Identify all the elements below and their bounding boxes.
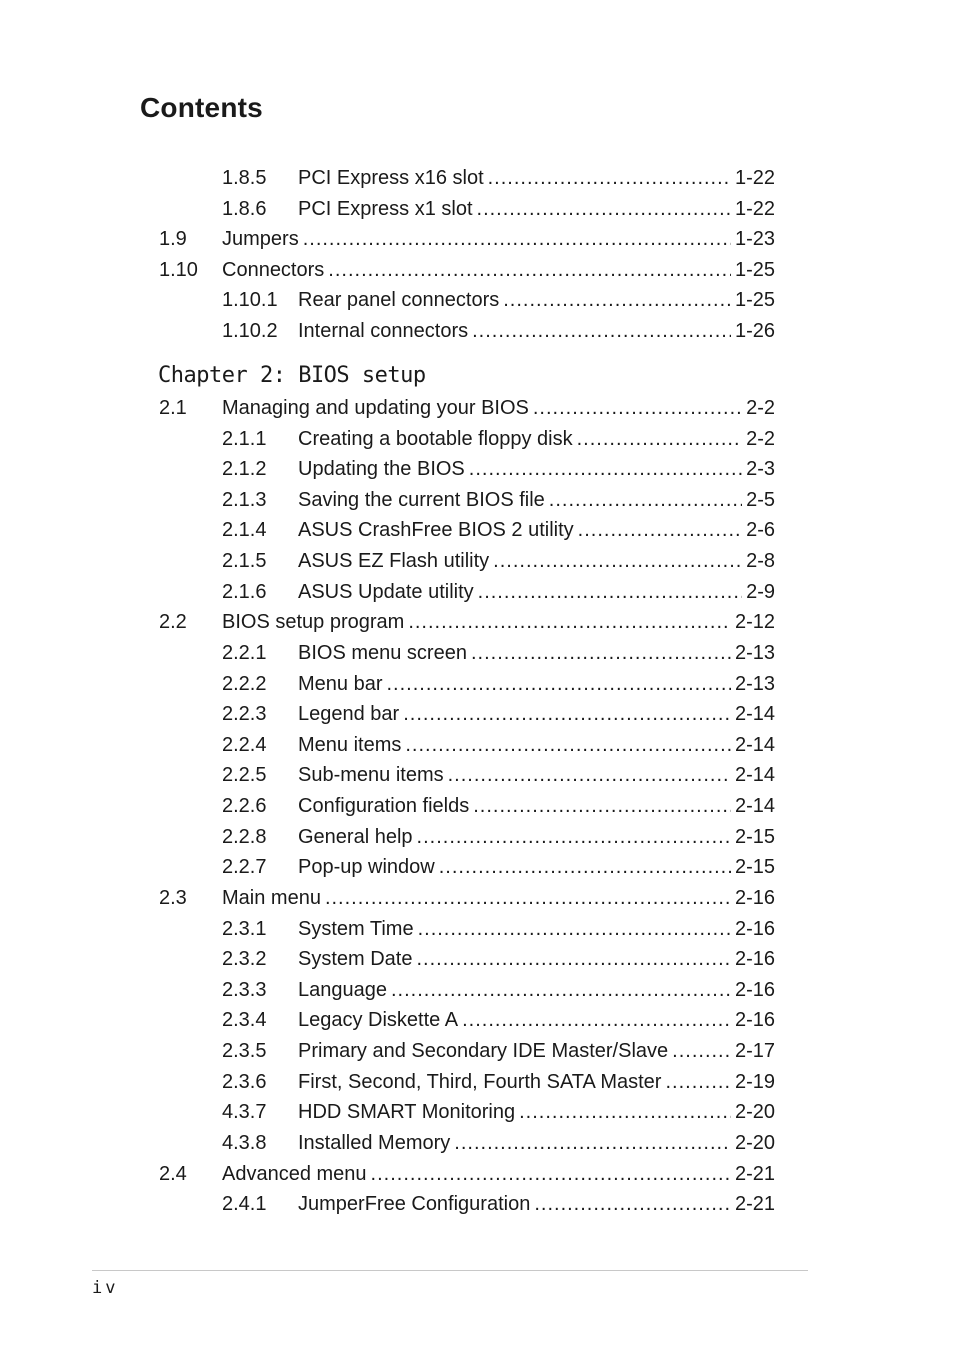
toc-entry-number: 2.3 <box>159 887 187 909</box>
dot-leader <box>439 852 731 882</box>
dot-leader <box>493 546 742 576</box>
toc-entry-number: 2.1.5 <box>222 550 267 572</box>
toc-entry-page: 2-9 <box>746 581 775 603</box>
toc-entry-title: ASUS CrashFree BIOS 2 utility <box>298 519 574 541</box>
toc-entry-title: Language <box>298 979 387 1001</box>
dot-leader <box>578 515 742 545</box>
toc-entry-number: 2.2 <box>159 611 187 633</box>
toc-entry-title: Internal connectors <box>298 320 469 342</box>
toc-entry-page: 1-25 <box>734 289 775 311</box>
dot-leader <box>303 224 731 254</box>
toc-entry-number: 1.10.1 <box>222 289 278 311</box>
toc-entry-page: 2-17 <box>734 1040 775 1062</box>
toc-entry-title: Main menu <box>222 887 321 909</box>
toc-entry[interactable] <box>0 255 954 285</box>
toc-entry-page: 1-22 <box>734 198 775 220</box>
toc-entry-title: Saving the current BIOS file <box>298 489 545 511</box>
dot-leader <box>454 1128 731 1158</box>
toc-entry-title: Sub-menu items <box>298 764 444 786</box>
toc-entry[interactable] <box>0 760 954 790</box>
toc-entry-number: 4.3.7 <box>222 1101 267 1123</box>
toc-entry[interactable] <box>0 1159 954 1189</box>
toc-entry-page: 2-14 <box>734 703 775 725</box>
page-title: Contents <box>140 92 263 123</box>
toc-entry-title: Rear panel connectors <box>298 289 500 311</box>
toc-entry-number: 2.2.4 <box>222 734 267 756</box>
dot-leader <box>416 944 730 974</box>
dot-leader <box>387 669 731 699</box>
toc-entry-page: 2-2 <box>746 397 775 419</box>
toc-entry-page: 2-14 <box>734 764 775 786</box>
toc-entry-page: 2-16 <box>734 979 775 1001</box>
toc-entry-page: 2-12 <box>734 611 775 633</box>
toc-entry[interactable] <box>0 822 954 852</box>
page-number: iv <box>92 1278 119 1298</box>
toc-entry[interactable] <box>0 424 954 454</box>
toc-entry-page: 2-2 <box>746 428 775 450</box>
toc-entry[interactable] <box>0 730 954 760</box>
toc-entry-page: 1-22 <box>734 167 775 189</box>
toc-entry[interactable] <box>0 1005 954 1035</box>
toc-entry-page: 2-20 <box>734 1101 775 1123</box>
dot-leader <box>478 577 742 607</box>
toc-entry-title: System Time <box>298 918 414 940</box>
toc-entry-title: Installed Memory <box>298 1132 451 1154</box>
dot-leader <box>472 316 731 346</box>
toc-entry-title: BIOS setup program <box>222 611 405 633</box>
dot-leader <box>503 285 731 315</box>
toc-entry-page: 1-26 <box>734 320 775 342</box>
toc-entry-number: 4.3.8 <box>222 1132 267 1154</box>
toc-entry-number: 2.1 <box>159 397 187 419</box>
toc-entry-page: 2-19 <box>734 1071 775 1093</box>
toc-entry[interactable] <box>0 944 954 974</box>
toc-entry-page: 2-15 <box>734 826 775 848</box>
dot-leader <box>534 1189 731 1219</box>
toc-entry-title: Legacy Diskette A <box>298 1009 459 1031</box>
dot-leader <box>477 194 731 224</box>
dot-leader <box>488 163 731 193</box>
toc-entry-title: Menu bar <box>298 673 383 695</box>
dot-leader <box>549 485 742 515</box>
toc-entry[interactable] <box>0 1036 954 1066</box>
toc-entry-page: 2-20 <box>734 1132 775 1154</box>
toc-entry[interactable] <box>0 577 954 607</box>
dot-leader <box>325 883 731 913</box>
toc-entry[interactable] <box>0 1128 954 1158</box>
toc-entry-page: 2-13 <box>734 673 775 695</box>
toc-entry[interactable] <box>0 791 954 821</box>
toc-entry-number: 2.1.4 <box>222 519 267 541</box>
toc-entry-number: 2.3.5 <box>222 1040 267 1062</box>
toc-entry-title: BIOS menu screen <box>298 642 467 664</box>
toc-entry-page: 2-6 <box>746 519 775 541</box>
toc-entry-page: 2-14 <box>734 795 775 817</box>
toc-entry-number: 2.2.6 <box>222 795 267 817</box>
toc-entry-number: 1.9 <box>159 228 187 250</box>
toc-entry[interactable] <box>0 699 954 729</box>
footer-divider <box>92 1270 808 1271</box>
toc-entry-title: Managing and updating your BIOS <box>222 397 529 419</box>
toc-entry[interactable] <box>0 515 954 545</box>
dot-leader <box>371 1159 731 1189</box>
toc-entry-title: Updating the BIOS <box>298 458 465 480</box>
toc-entry[interactable] <box>0 194 954 224</box>
toc-entry[interactable] <box>0 316 954 346</box>
toc-entry[interactable] <box>0 1097 954 1127</box>
dot-leader <box>473 791 731 821</box>
dot-leader <box>403 699 731 729</box>
dot-leader <box>417 822 731 852</box>
toc-entry-title: HDD SMART Monitoring <box>298 1101 516 1123</box>
dot-leader <box>408 607 731 637</box>
toc-entry-number: 2.2.7 <box>222 856 267 878</box>
toc-entry-title: Configuration fields <box>298 795 470 817</box>
toc-entry-number: 2.1.6 <box>222 581 267 603</box>
toc-entry-page: 2-14 <box>734 734 775 756</box>
toc-entry[interactable] <box>0 975 954 1005</box>
dot-leader <box>469 454 742 484</box>
toc-entry-number: 2.3.2 <box>222 948 267 970</box>
dot-leader <box>665 1067 731 1097</box>
toc-entry-page: 2-16 <box>734 948 775 970</box>
toc-entry[interactable] <box>0 1189 954 1219</box>
dot-leader <box>471 638 731 668</box>
dot-leader <box>448 760 731 790</box>
toc-entry-title: General help <box>298 826 413 848</box>
toc-entry[interactable] <box>0 224 954 254</box>
toc-entry-page: 2-5 <box>746 489 775 511</box>
toc-entry-number: 2.2.8 <box>222 826 267 848</box>
toc-entry-title: Connectors <box>222 259 325 281</box>
toc-entry-number: 1.10 <box>159 259 198 281</box>
dot-leader <box>533 393 742 423</box>
toc-entry[interactable] <box>0 852 954 882</box>
toc-entry[interactable] <box>0 454 954 484</box>
dot-leader <box>519 1097 731 1127</box>
toc-entry-number: 2.4 <box>159 1163 187 1185</box>
toc-entry-page: 2-16 <box>734 918 775 940</box>
toc-entry-title: PCI Express x16 slot <box>298 167 484 189</box>
toc-entry-number: 2.3.6 <box>222 1071 267 1093</box>
dot-leader <box>418 914 731 944</box>
toc-entry-page: 2-21 <box>734 1193 775 1215</box>
toc-entry-page: 2-21 <box>734 1163 775 1185</box>
toc-entry[interactable] <box>0 393 954 423</box>
toc-entry-number: 2.1.2 <box>222 458 267 480</box>
toc-entry-number: 2.4.1 <box>222 1193 267 1215</box>
toc-entry[interactable] <box>0 669 954 699</box>
toc-entry[interactable] <box>0 883 954 913</box>
toc-entry-title: PCI Express x1 slot <box>298 198 473 220</box>
toc-entry-number: 2.2.5 <box>222 764 267 786</box>
toc-entry-page: 2-15 <box>734 856 775 878</box>
toc-entry-page: 2-16 <box>734 887 775 909</box>
toc-entry-number: 2.3.4 <box>222 1009 267 1031</box>
toc-entry-page: 2-3 <box>746 458 775 480</box>
toc-entry-number: 1.10.2 <box>222 320 278 342</box>
toc-entry-number: 2.2.3 <box>222 703 267 725</box>
toc-entry-page: 2-8 <box>746 550 775 572</box>
toc-entry-title: Legend bar <box>298 703 400 725</box>
dot-leader <box>672 1036 731 1066</box>
toc-entry-title: First, Second, Third, Fourth SATA Master <box>298 1071 662 1093</box>
toc-entry-page: 1-25 <box>734 259 775 281</box>
toc-entry-title: ASUS EZ Flash utility <box>298 550 490 572</box>
dot-leader <box>577 424 742 454</box>
toc-entry-page: 1-23 <box>734 228 775 250</box>
toc-entry-number: 1.8.5 <box>222 167 267 189</box>
toc-entry-title: ASUS Update utility <box>298 581 474 603</box>
toc-entry-number: 1.8.6 <box>222 198 267 220</box>
toc-entry-number: 2.1.3 <box>222 489 267 511</box>
toc-entry-page: 2-16 <box>734 1009 775 1031</box>
toc-entry-title: Jumpers <box>222 228 299 250</box>
toc-entry-number: 2.2.2 <box>222 673 267 695</box>
chapter-heading: Chapter 2: BIOS setup <box>158 363 426 388</box>
toc-entry[interactable] <box>0 546 954 576</box>
toc-entry[interactable] <box>0 1067 954 1097</box>
toc-entry-number: 2.3.1 <box>222 918 267 940</box>
toc-entry-title: Menu items <box>298 734 402 756</box>
toc-entry[interactable] <box>0 914 954 944</box>
toc-entry[interactable] <box>0 485 954 515</box>
dot-leader <box>462 1005 731 1035</box>
toc-entry[interactable] <box>0 638 954 668</box>
toc-entry-title: System Date <box>298 948 413 970</box>
toc-entry-page: 2-13 <box>734 642 775 664</box>
toc-entry-number: 2.2.1 <box>222 642 267 664</box>
toc-entry-title: JumperFree Configuration <box>298 1193 531 1215</box>
toc-entry[interactable] <box>0 163 954 193</box>
toc-entry-number: 2.1.1 <box>222 428 267 450</box>
toc-entry-number: 2.3.3 <box>222 979 267 1001</box>
toc-entry[interactable] <box>0 285 954 315</box>
dot-leader <box>328 255 731 285</box>
dot-leader <box>391 975 731 1005</box>
toc-entry[interactable] <box>0 607 954 637</box>
toc-entry-title: Creating a bootable floppy disk <box>298 428 573 450</box>
toc-entry-title: Primary and Secondary IDE Master/Slave <box>298 1040 669 1062</box>
dot-leader <box>405 730 731 760</box>
toc-entry-title: Advanced menu <box>222 1163 367 1185</box>
toc-entry-title: Pop-up window <box>298 856 435 878</box>
